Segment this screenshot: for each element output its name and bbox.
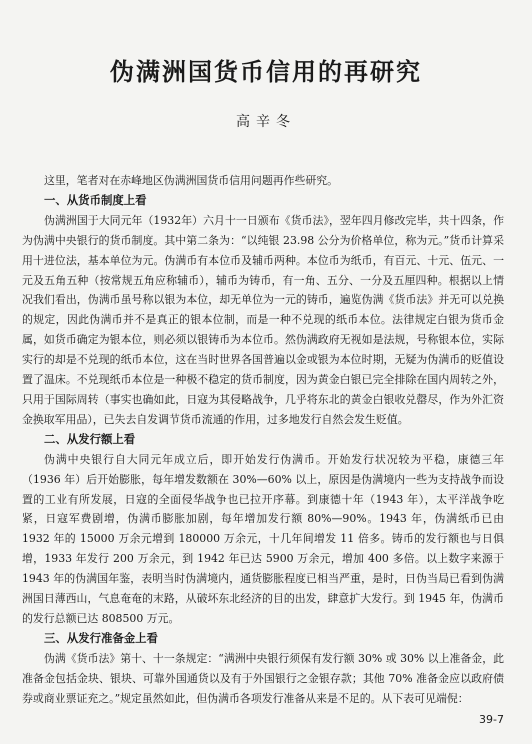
section-heading: 二、从发行额上看 (44, 431, 136, 446)
page-number: 39-7 (479, 713, 504, 726)
body-paragraph: 伪满洲国于大同元年（1932年）六月十一日颁布《货币法》，翌年四月修改完毕，共十四条，作为伪满中央银行的货币制度。其中第二条为：“以纯银 23.98 公分为价格单位，称为元。”货币计算采用十进位法，基本单位为元。伪满币有本位币及辅币两种。本位币为纸币，有百元、十元、伍元、一元及五角五种（按常规五角应称辅币），辅币为铸币，有一角、五分、一分及五厘四种。根据以上情况我们看出，伪满币虽号称以银为本位，却无单位为一元的铸币，遍览伪满《货币法》并无可以兑换的规定，因此伪满币并不是真正的银本位制，而是一种不兑现的纸币本位。法律规定白银为货币金属，如货币确定为银本位，则必须以银铸币为本位币。然伪满政府无视如是法规，号称银本位，实际实行的却是不兑现的纸币本位，这在当时世界各国普遍以金或银为本位时期，无疑为伪满币的贬值设置了温床。不兑现纸币本位是一种极不稳定的货币制度，因为黄金白银已完全排除在国内周转之外，只用于国际周转（事实也确如此，日寇为其侵略战争，几乎将东北的黄金白银收兑罄尽，作为外汇资金换取军用品），已失去自发调节货币流通的作用，过多地发行自然会发生贬值。 (22, 213, 504, 426)
body-paragraph: 伪满中央银行自大同元年成立后，即开始发行伪满币。开始发行状况较为平稳，康德三年（1936 年）后开始膨胀，每年增发数额在 30%—60% 以上，原因是伪满境内一些为支持战争而设置的工业有所发展，日寇的全面侵华战争也已拉开序幕。到康德十年（1943 年），太平洋战争吃紧，日寇军费剧增，伪满币膨胀加剧，每年增加发行额 80%—90%。1943 年，伪满纸币已由 1932 年的 15000 万余元增到 180000 万余元，十几年间增发 11 倍多。铸币的发行额也与日俱增，1933 年发行 200 万余元，到 1942 年已达 5900 万余元，增加 400 多倍。以上数字来源于 1943 年的伪满国年鉴，表明当时伪满境内，通货膨胀程度已相当严重，是时，日伪当局已看到伪满洲国日薄西山，气息奄奄的末路，从破坏东北经济的目的出发，肆意扩大发行。到 1945 年，伪满币的发行总额已达 808500 万元。 (22, 452, 504, 625)
article-title: 伪满洲国货币信用的再研究 (110, 57, 422, 86)
author-name: 高辛冬 (236, 114, 296, 130)
intro-paragraph: 这里，笔者对在赤峰地区伪满洲国货币信用问题再作些研究。 (44, 174, 339, 187)
body-paragraph: 伪满《货币法》第十、十一条规定：“满洲中央银行须保有发行额 30% 或 30% 以上准备金，此准备金包括金块、银块、可靠外国通货以及有于外国银行之金银存款；其他 70% 准备金应以政府债券或商业票证充之。”规定虽然如此，但伪满币各项发行准备从来是不足的。从下表可见端倪： (22, 651, 504, 705)
section-heading: 三、从发行准备金上看 (44, 630, 158, 645)
article-body (22, 171, 504, 708)
section-heading: 一、从货币制度上看 (44, 192, 147, 207)
